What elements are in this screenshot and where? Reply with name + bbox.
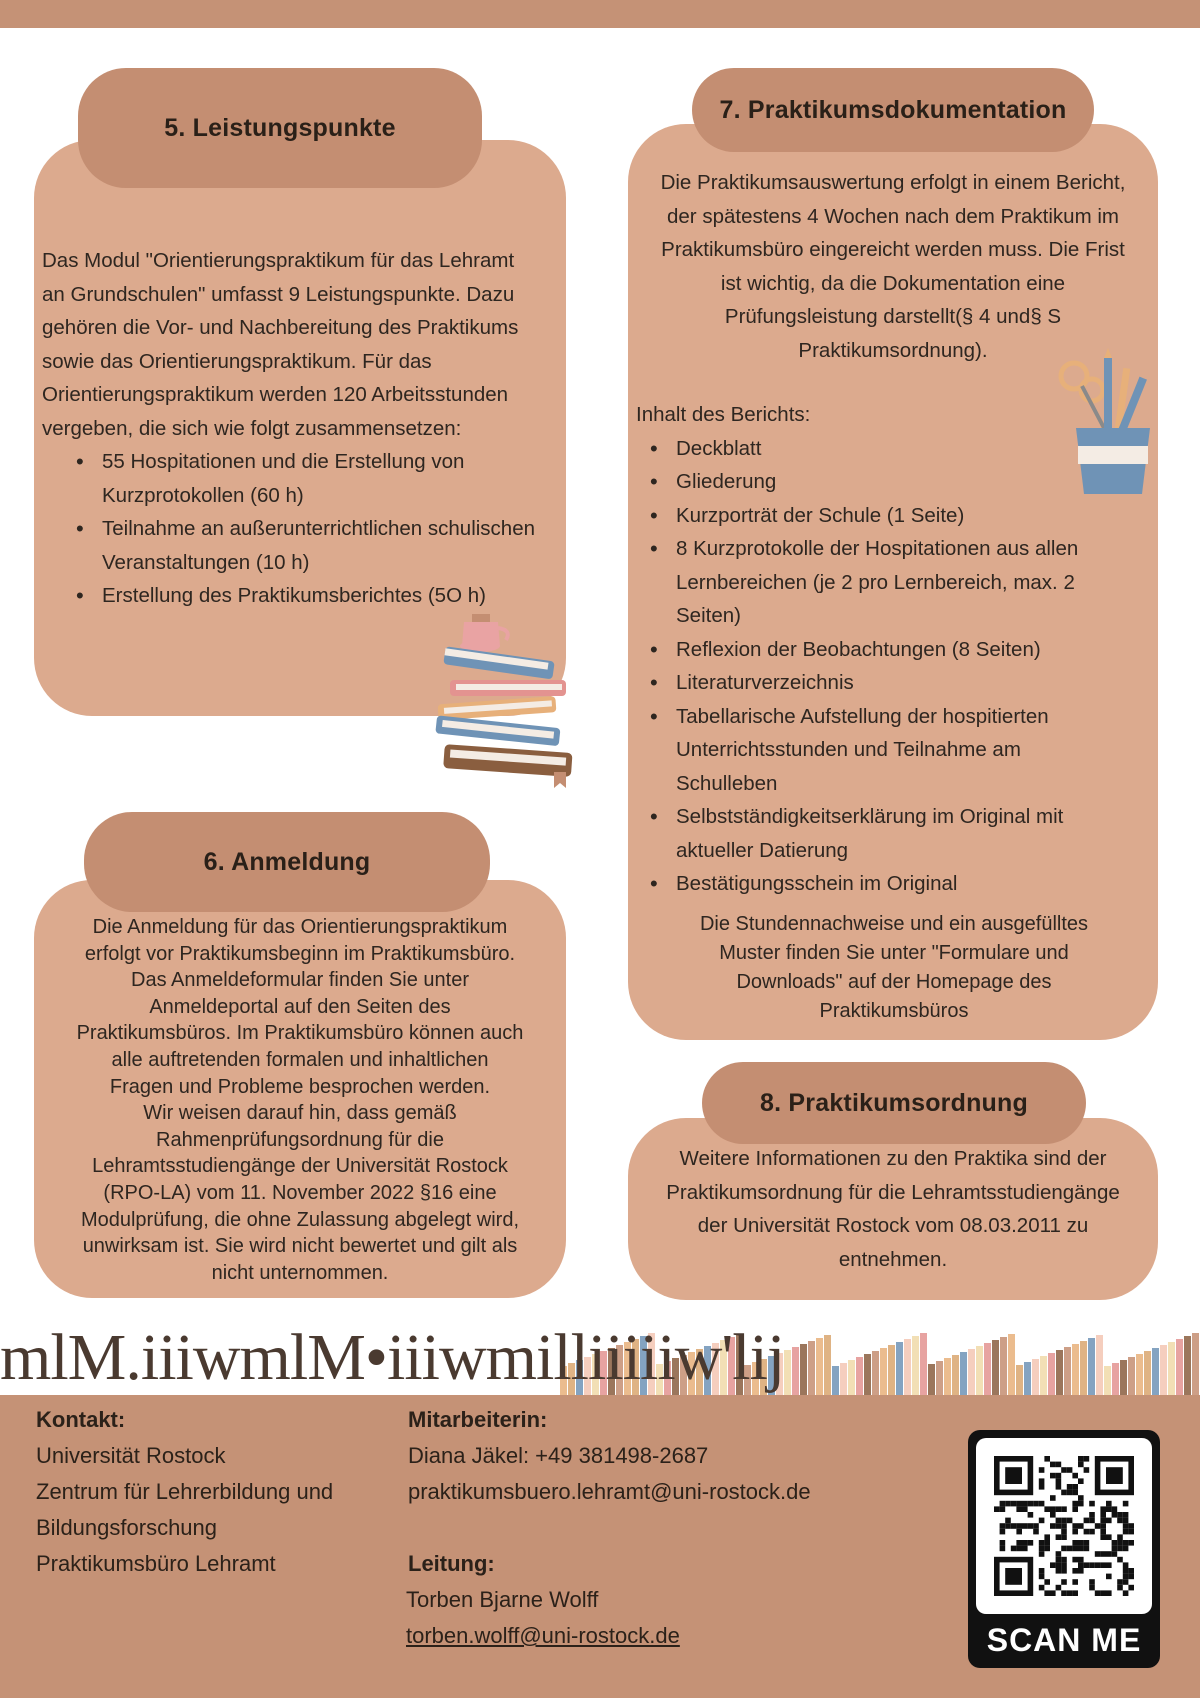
contact-heading: Kontakt: (36, 1407, 126, 1432)
praktikumsordnung-line: entnehmen. (838, 1247, 948, 1271)
report-content-bullet: • Literaturverzeichnis (636, 666, 1116, 700)
leistungspunkte-line: Orientierungspraktikum werden 120 Arbeitsstunden (42, 383, 509, 406)
report-content-bullet: • Tabellarische Aufstellung der hospitierten Unterrichtsstunden und Teilnahme am Schulleben (636, 700, 1116, 801)
anmeldung-body (40, 914, 560, 1286)
staff-block (408, 1402, 928, 1654)
anmeldung-line: erfolgt vor Praktikumsbeginn im Praktikumsbüro. (84, 942, 516, 965)
dokumentation-intro-line: der spätestens 4 Wochen nach dem Praktikum im (667, 204, 1119, 228)
leistungspunkte-bullet: • 55 Hospitationen und die Erstellung von Kurzprotokollen (60 h) (62, 445, 542, 512)
books-stack-icon (430, 608, 590, 790)
anmeldung-line: Die Anmeldung für das Orientierungspraktikum (92, 916, 508, 938)
anmeldung-line: Modulprüfung, die ohne Zulassung abgelegt wird, (80, 1208, 520, 1231)
anmeldung-line: Rahmenprüfungsordnung für die (156, 1128, 444, 1151)
contact-line: Zentrum für Lehrerbildung und (36, 1479, 334, 1504)
leistungspunkte-line: sowie das Orientierungspraktikum. Für das (42, 349, 432, 373)
contact-block (36, 1402, 386, 1582)
report-content-bullet: • Bestätigungsschein im Original (636, 867, 1116, 901)
leistungspunkte-line: vergeben, die sich wie folgt zusammensetzen: (42, 416, 462, 440)
pencil-cup-icon (1052, 346, 1164, 498)
leistungspunkte-bullet: • Teilnahme an außerunterrichtlichen schulischen Veranstaltungen (10 h) (62, 512, 542, 579)
anmeldung-heading: 6. Anmeldung (84, 812, 490, 912)
anmeldung-line: Fragen und Probleme besprochen werden. (109, 1075, 491, 1098)
dokumentation-note-line: Downloads" auf der Homepage des (736, 971, 1052, 993)
report-heading: Inhalt des Berichts: (636, 403, 811, 426)
anmeldung-line: Lehramtsstudiengänge der Universität Rostock (92, 1155, 508, 1178)
anmeldung-line: unwirksam ist. Sie wird nicht bewertet und gilt als (82, 1235, 518, 1258)
leistungspunkte-line: Das Modul "Orientierungspraktikum für das Lehramt (42, 249, 515, 272)
qr-code-icon (976, 1438, 1152, 1614)
dokumentation-intro-line: ist wichtig, da die Dokumentation eine (720, 271, 1066, 295)
report-content-bullet: • Selbstständigkeitserklärung im Original mit aktueller Datierung (636, 800, 1116, 867)
anmeldung-line: (RPO-LA) vom 11. November 2022 §16 eine (103, 1181, 497, 1204)
dokumentation-intro-line: Die Praktikumsauswertung erfolgt in einem Bericht, (660, 171, 1126, 194)
contact-line: Bildungsforschung (36, 1515, 218, 1540)
contact-line: Universität Rostock (36, 1443, 226, 1468)
report-content-bullet: • 8 Kurzprotokolle der Hospitationen aus allen Lernbereichen (je 2 pro Lernbereich, max. 2 Seiten) (636, 532, 1116, 633)
dokumentation-intro-line: Prüfungsleistung darstellt(§ 4 und§ S (724, 305, 1062, 328)
lead-name: Torben Bjarne Wolff (406, 1587, 599, 1612)
leistungspunkte-line: gehören die Vor- und Nachbereitung des Praktikums (42, 316, 519, 339)
top-band (0, 0, 1200, 28)
decorative-text: mlM.iiiwmlM•iiiwmilliiiiiw'lij (0, 1321, 785, 1394)
anmeldung-line: Das Anmeldeformular finden Sie unter (131, 969, 469, 992)
dokumentation-intro-line: Praktikumsordnung). (798, 338, 988, 362)
praktikumsordnung-heading: 8. Praktikumsordnung (702, 1062, 1086, 1144)
dokumentation-intro (636, 166, 1150, 367)
qr-code-card[interactable] (968, 1430, 1160, 1668)
dokumentation-note-line: Muster finden Sie unter "Formulare und (719, 942, 1069, 964)
leistungspunkte-heading: 5. Leistungspunkte (78, 68, 482, 188)
anmeldung-line: alle auftretenden formalen und inhaltlichen (111, 1048, 489, 1071)
anmeldung-line: Wir weisen darauf hin, dass gemäß (143, 1102, 457, 1125)
anmeldung-line: nicht unternommen. (211, 1261, 389, 1284)
dokumentation-note-line: Die Stundennachweise und ein ausgefülltes (699, 913, 1089, 935)
report-content-bullet: • Deckblatt (636, 432, 1116, 466)
praktikumsordnung-line: Weitere Informationen zu den Praktika sind der (679, 1147, 1107, 1170)
scan-me-label: SCAN ME (986, 1622, 1142, 1658)
dokumentation-intro-line: Praktikumsbüro eingereicht werden muss. Die Frist (661, 238, 1125, 261)
report-content-bullet: • Reflexion der Beobachtungen (8 Seiten) (636, 633, 1116, 667)
dokumentation-note-line: Praktikumsbüros (819, 1000, 969, 1022)
staff-heading: Mitarbeiterin: (408, 1407, 548, 1432)
staff-email[interactable]: praktikumsbuero.lehramt@uni-rostock.de (408, 1479, 811, 1504)
praktikumsordnung-line: Praktikumsordnung für die Lehramtsstudiengänge (666, 1180, 1120, 1204)
contact-line: Praktikumsbüro Lehramt (36, 1551, 276, 1576)
leistungspunkte-body (42, 244, 564, 613)
anmeldung-line: Anmeldeportal auf den Seiten des (149, 995, 451, 1018)
praktikumsordnung-line: der Universität Rostock vom 08.03.2011 zu (697, 1214, 1089, 1237)
staff-name-phone: Diana Jäkel: +49 381498-2687 (408, 1443, 709, 1468)
anmeldung-line: Praktikumsbüros. Im Praktikumsbüro können auch (76, 1022, 524, 1045)
report-content-bullet: • Kurzporträt der Schule (1 Seite) (636, 499, 1116, 533)
qr-code-area (976, 1438, 1152, 1614)
leistungspunkte-line: an Grundschulen" umfasst 9 Leistungspunkte. Dazu (42, 282, 515, 306)
praktikumsordnung-body (636, 1142, 1150, 1276)
lead-email-link[interactable]: torben.wolff@uni-rostock.de (406, 1623, 680, 1648)
report-content-bullet: • Gliederung (636, 465, 1116, 499)
leistungspunkte-bullet: • Erstellung des Praktikumsberichtes (5O h) (62, 579, 542, 613)
lead-heading: Leitung: (408, 1551, 495, 1576)
dokumentation-note (656, 910, 1132, 1026)
dokumentation-heading: 7. Praktikumsdokumentation (692, 68, 1094, 152)
